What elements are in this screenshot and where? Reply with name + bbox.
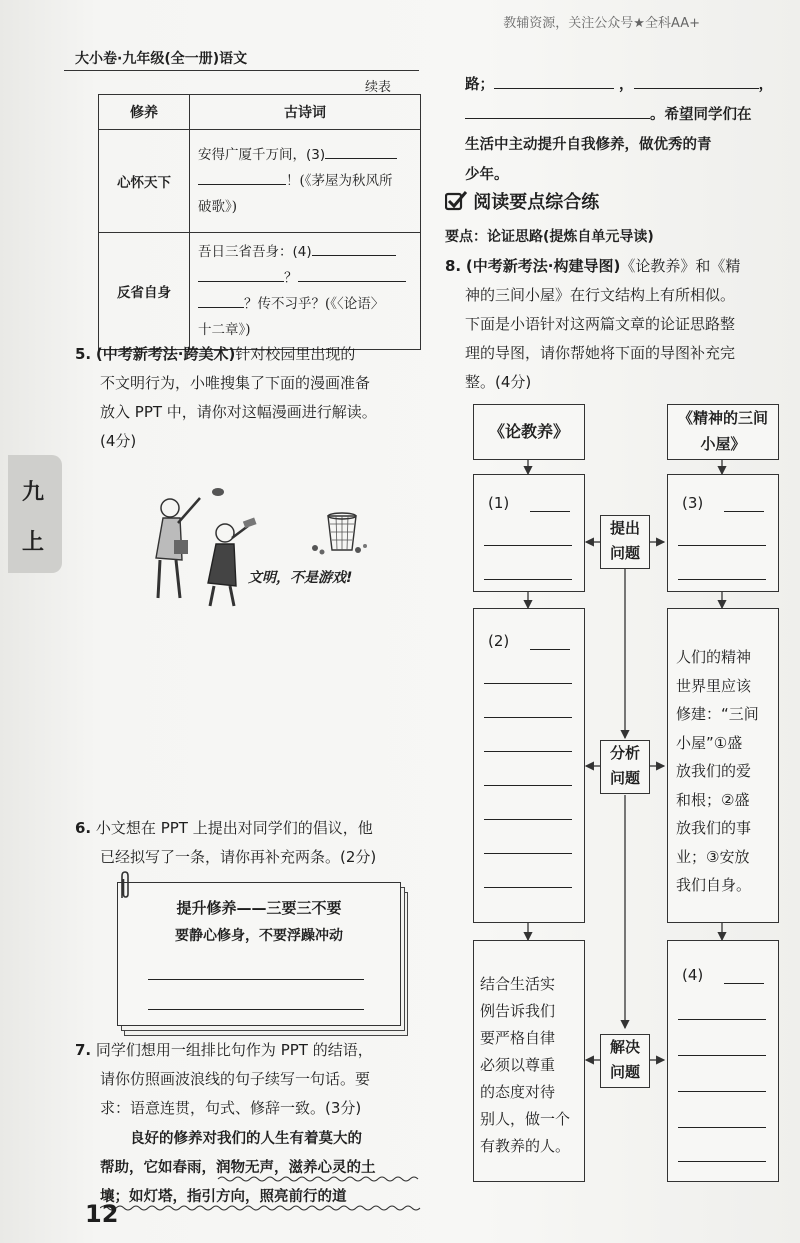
example-line: 壤；如灯塔，指引方向，照亮前行的道 bbox=[100, 1188, 347, 1205]
box-line: 我们自身。 bbox=[676, 876, 752, 894]
mid-label-raise-question bbox=[600, 515, 650, 569]
box-line: 业；③安放 bbox=[676, 847, 750, 866]
table-category: 心怀天下 bbox=[99, 130, 190, 233]
mid-label-analyze-question bbox=[600, 740, 650, 794]
box-content bbox=[480, 971, 584, 1160]
question-text: 小文想在 PPT 上提出对同学们的倡议，他 bbox=[95, 819, 373, 837]
jingshen-title-box bbox=[667, 404, 779, 460]
answer-line[interactable] bbox=[484, 683, 572, 684]
answer-line[interactable] bbox=[678, 1127, 766, 1128]
continued-start: 路； bbox=[465, 76, 494, 93]
solve-text-box bbox=[473, 940, 585, 1182]
answer-line[interactable] bbox=[484, 579, 572, 580]
blank-label: (2) bbox=[488, 632, 510, 650]
question-text: 理的导图，请你帮她将下面的导图补充完 bbox=[465, 344, 736, 362]
question-text: 已经拟写了一条，请你再补充两条。(2分) bbox=[100, 848, 377, 866]
page-number: 12 bbox=[85, 1200, 119, 1228]
answer-line[interactable] bbox=[678, 1055, 766, 1056]
box-title bbox=[668, 405, 778, 457]
question-text: 针对校园里出现的 bbox=[235, 345, 356, 363]
section-title-text: 阅读要点综合练 bbox=[473, 192, 600, 213]
example-line: 帮助，它如春雨，润物无声，滋养心灵的土 bbox=[100, 1159, 376, 1176]
poem-punct: ？ bbox=[284, 270, 298, 286]
answer-line[interactable] bbox=[678, 1091, 766, 1092]
box-title-line: 《精神的三间 bbox=[677, 409, 768, 427]
answer-line[interactable] bbox=[484, 853, 572, 854]
question-number: 8. bbox=[445, 257, 462, 275]
question-text: 神的三间小屋》在行文结构上有所相似。 bbox=[465, 286, 736, 304]
blank-label: (4) bbox=[682, 966, 704, 984]
question-text: (4分) bbox=[100, 432, 137, 450]
box-line: 修建：“三间 bbox=[676, 705, 759, 723]
answer-line[interactable] bbox=[678, 579, 766, 580]
table-header-cultivation: 修养 bbox=[99, 95, 190, 130]
question-text: 不文明行为，小唯搜集了下面的漫画准备 bbox=[100, 374, 371, 392]
box-title-line: 小屋》 bbox=[700, 435, 746, 453]
blank-box-1 bbox=[473, 474, 585, 592]
answer-line[interactable] bbox=[484, 717, 572, 718]
question-text: 同学们想用一组排比句作为 PPT 的结语， bbox=[95, 1041, 373, 1059]
answer-line[interactable] bbox=[530, 511, 570, 512]
mid-label-line: 问题 bbox=[609, 1063, 640, 1081]
comic-caption: 文明，不是游戏! bbox=[248, 570, 353, 586]
poem-line: 安得广厦千万间，(3) bbox=[198, 147, 326, 163]
lun-jiaoyang-title-box bbox=[473, 404, 585, 460]
side-tab-char: 上 bbox=[22, 530, 45, 555]
mid-label-line: 解决 bbox=[609, 1038, 640, 1056]
box-title: 《论教养》 bbox=[488, 422, 569, 441]
box-line: 有教养的人。 bbox=[480, 1137, 571, 1155]
answer-line[interactable] bbox=[724, 983, 764, 984]
book-title: 大小卷·九年级(全一册)语文 bbox=[75, 51, 248, 67]
box-line: 小屋”①盛 bbox=[676, 733, 743, 752]
box-line: 和根；②盛 bbox=[676, 790, 750, 809]
question-number: 6. bbox=[75, 819, 92, 837]
question-text: 整。(4分) bbox=[465, 373, 532, 391]
answer-line[interactable] bbox=[484, 751, 572, 752]
blank-box-2 bbox=[473, 608, 585, 923]
mid-label-line: 分析 bbox=[609, 744, 640, 762]
question-text: 《论教养》和《精 bbox=[620, 257, 741, 275]
side-tab-char: 九 bbox=[22, 480, 45, 505]
box-line: 的态度对待 bbox=[480, 1083, 556, 1101]
answer-line[interactable] bbox=[484, 887, 572, 888]
box-line: 世界里应该 bbox=[676, 676, 752, 695]
answer-line[interactable] bbox=[484, 819, 572, 820]
mid-label-line: 问题 bbox=[609, 544, 640, 562]
question-number: 7. bbox=[75, 1041, 92, 1059]
answer-line[interactable] bbox=[484, 545, 572, 546]
blank-box-4 bbox=[667, 940, 779, 1182]
answer-line[interactable] bbox=[678, 1019, 766, 1020]
poem-source: ！(《茅屋为秋风所 bbox=[286, 173, 393, 189]
example-line: 良好的修养对我们的人生有着莫大的 bbox=[130, 1130, 362, 1147]
watermark: 教辅资源，关注公众号★全科AA+ bbox=[503, 16, 700, 31]
answer-line[interactable] bbox=[530, 649, 570, 650]
mid-label-line: 问题 bbox=[609, 769, 640, 787]
poem-source-end: 十二章》) bbox=[198, 322, 251, 338]
question-tag: (中考新考法·构建导图) bbox=[465, 257, 621, 275]
mid-label-line: 提出 bbox=[609, 519, 640, 537]
blank-box-3 bbox=[667, 474, 779, 592]
card-example-line: 要静心修身，不要浮躁冲动 bbox=[175, 928, 343, 944]
answer-line[interactable] bbox=[678, 1161, 766, 1162]
box-line: 必须以尊重 bbox=[480, 1056, 556, 1074]
answer-line[interactable] bbox=[724, 511, 764, 512]
key-point-label: 要点： bbox=[445, 229, 487, 245]
poem-source-end: 破歌》) bbox=[198, 199, 238, 215]
question-tag: (中考新考法·跨美术) bbox=[95, 345, 236, 363]
blank-label: (1) bbox=[488, 494, 510, 512]
box-line: 放我们的爱 bbox=[676, 762, 752, 780]
continued-text: 少年。 bbox=[465, 166, 509, 183]
card-title: 提升修养——三要三不要 bbox=[176, 899, 342, 917]
box-line: 例告诉我们 bbox=[480, 1002, 556, 1020]
question-text: 放入 PPT 中，请你对这幅漫画进行解读。 bbox=[100, 403, 377, 421]
table-header-poems: 古诗词 bbox=[190, 95, 421, 130]
box-line: 别人，做一个 bbox=[480, 1110, 571, 1128]
answer-line[interactable] bbox=[678, 545, 766, 546]
box-line: 要严格自律 bbox=[480, 1029, 556, 1047]
poem-source: ？传不习乎？(《〈论语〉 bbox=[244, 296, 385, 312]
answer-line[interactable] bbox=[484, 785, 572, 786]
continued-end: 。希望同学们在 bbox=[650, 106, 752, 123]
key-point-text: 论证思路(提炼自单元导读) bbox=[487, 229, 654, 245]
three-rooms-box bbox=[667, 608, 779, 923]
poem-line: 吾日三省吾身：(4) bbox=[198, 244, 312, 260]
box-line: 放我们的事 bbox=[676, 819, 752, 837]
continued-text: 生活中主动提升自我修养，做优秀的青 bbox=[465, 136, 712, 153]
box-content bbox=[676, 643, 776, 900]
box-line: 结合生活实 bbox=[480, 975, 556, 993]
mid-label-solve-question bbox=[600, 1034, 650, 1088]
question-text: 求：语意连贯，句式、修辞一致。(3分) bbox=[100, 1099, 362, 1117]
box-line: 人们的精神 bbox=[676, 648, 752, 666]
blank-label: (3) bbox=[682, 494, 704, 512]
table-continued-label: 续表 bbox=[365, 80, 392, 95]
table-category: 反省自身 bbox=[99, 233, 190, 350]
question-text: 请你仿照画波浪线的句子续写一句话。要 bbox=[100, 1070, 371, 1088]
question-text: 下面是小语针对这两篇文章的论证思路整 bbox=[465, 315, 736, 333]
question-number: 5. bbox=[75, 345, 92, 363]
question-7-continuation: 路； ， ， 。希望同学们在 生活中主动提升自我修养，做优秀的青 少年。 bbox=[465, 70, 795, 190]
